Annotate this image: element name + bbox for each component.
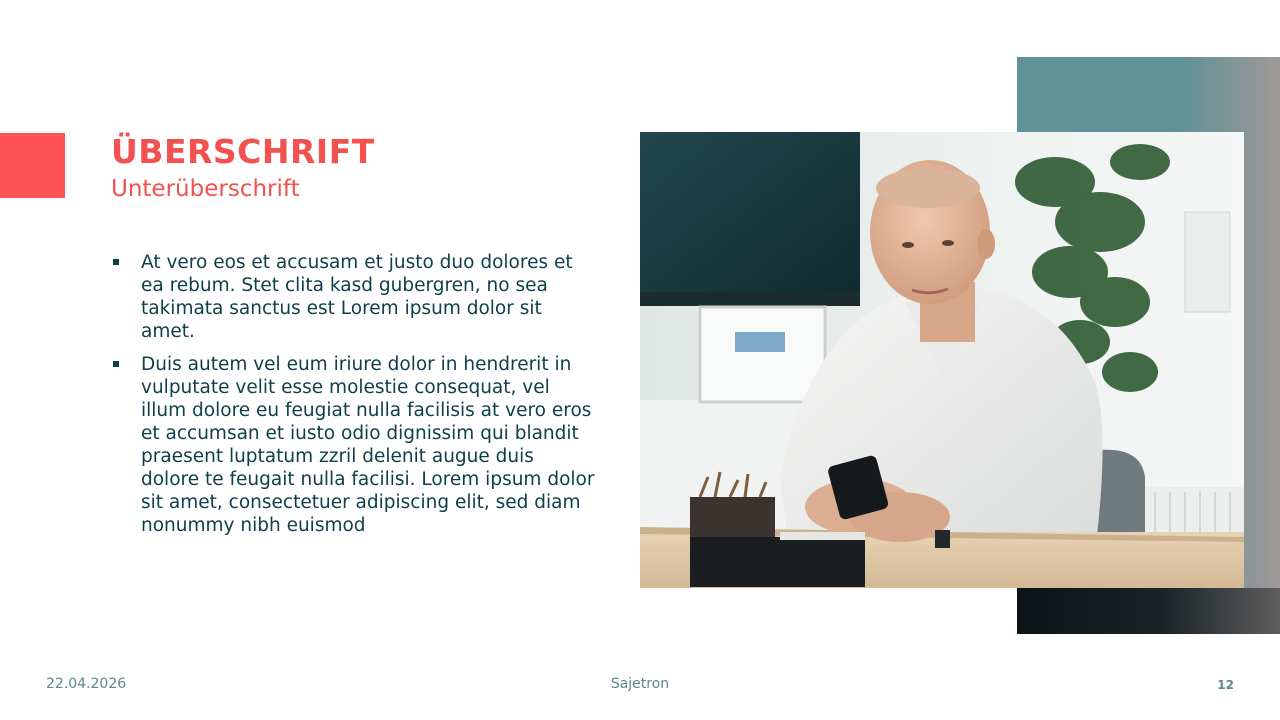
bullet-text: At vero eos et accusam et justo duo dolores et ea rebum. Stet clita kasd gubergren, no sea takimata sanctus est Lorem ipsum dolor sit amet. [141, 252, 573, 342]
background-dark-block [1017, 588, 1280, 634]
bullet-item [111, 251, 596, 343]
photo-man-with-phone [640, 132, 1244, 588]
bullet-item [111, 353, 596, 537]
bullet-square-icon [113, 259, 119, 265]
page-number: 12 [1217, 678, 1234, 692]
bullet-square-icon [113, 361, 119, 367]
footer-date: 22.04.2026 [46, 676, 127, 692]
slide-title: ÜBERSCHRIFT [111, 132, 375, 171]
footer-company: Sajetron [610, 676, 670, 692]
accent-square [0, 133, 65, 198]
bullet-list [111, 251, 596, 547]
slide-subtitle: Unterüberschrift [111, 176, 300, 202]
bullet-text: Duis autem vel eum iriure dolor in hendrerit in vulputate velit esse molestie consequat, vel illum dolore eu feugiat nulla facilisis at vero eros et accumsan et iusto odio dignissim qui blandit praesent luptatum zzril delenit augue duis dolore te feugait nulla facilisi. Lorem ipsum dolor sit amet, consectetuer adipiscing elit, sed diam nonummy nibh euismod [141, 354, 595, 536]
